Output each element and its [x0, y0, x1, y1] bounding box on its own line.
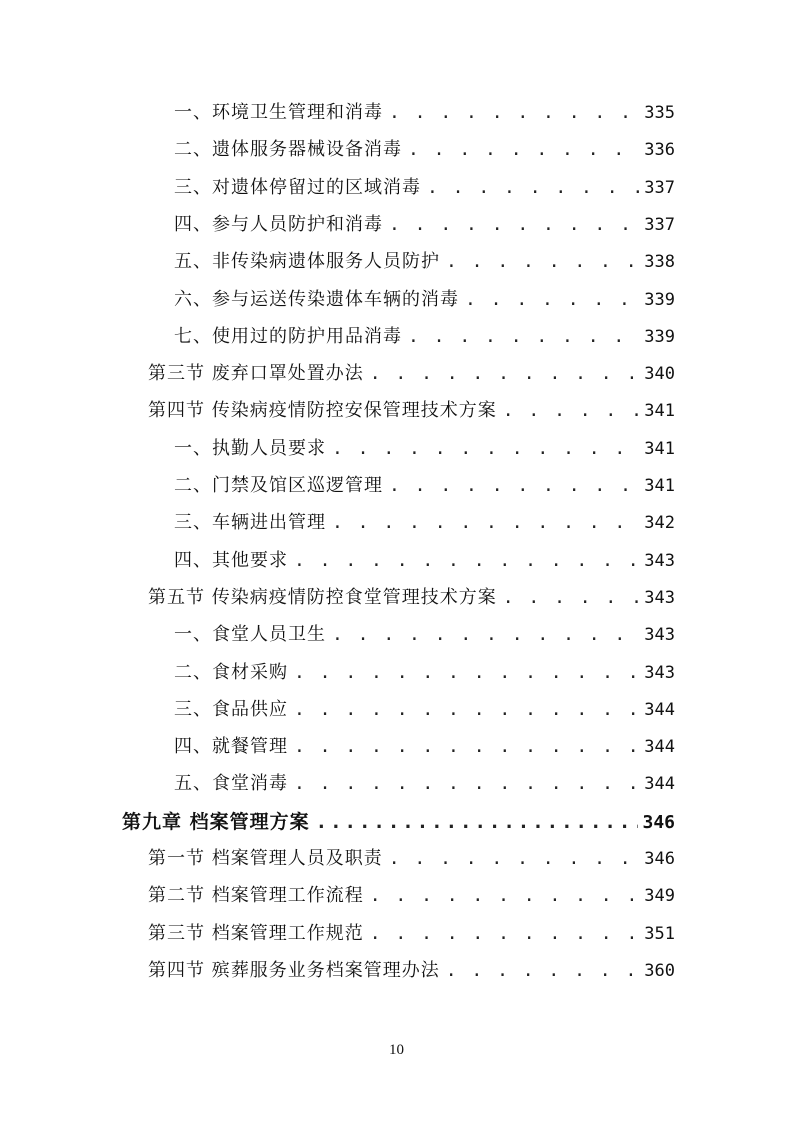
toc-section-entry [148, 958, 675, 984]
toc-section-entry [148, 846, 675, 872]
toc-entry-page-number: 360 [644, 961, 675, 981]
toc-subsection-entry [174, 697, 675, 723]
toc-entry-page-number: 341 [644, 401, 675, 421]
toc-entry-page-number: 344 [644, 737, 675, 757]
toc-entry-title: 二、遗体服务器械设备消毒 [174, 139, 402, 160]
toc-entry-page-number: 343 [644, 663, 675, 683]
toc-dot-leader [294, 660, 640, 686]
toc-entry-title: 第三节 档案管理工作规范 [148, 923, 364, 944]
toc-dot-leader [370, 361, 641, 387]
toc-entry-title: 三、食品供应 [174, 699, 288, 720]
toc-dot-leader [446, 249, 640, 275]
toc-section-entry [148, 585, 675, 611]
toc-entry-page-number: 335 [644, 103, 675, 123]
toc-entry-page-number: 341 [644, 476, 675, 496]
toc-dot-leader [503, 585, 641, 611]
toc-entry-title: 五、食堂消毒 [174, 773, 288, 794]
toc-entry-page-number: 337 [644, 215, 675, 235]
toc-entry-title: 第四节 殡葬服务业务档案管理办法 [148, 960, 440, 981]
toc-entry-page-number: 336 [644, 140, 675, 160]
toc-dot-leader [332, 436, 640, 462]
toc-dot-leader [389, 100, 640, 126]
toc-subsection-entry [174, 212, 675, 238]
toc-entry-title: 一、环境卫生管理和消毒 [174, 102, 383, 123]
toc-dot-leader [427, 175, 640, 201]
toc-subsection-entry [174, 324, 675, 350]
toc-subsection-entry [174, 660, 675, 686]
page-number: 10 [389, 1042, 404, 1058]
toc-subsection-entry [174, 473, 675, 499]
toc-entry-page-number: 343 [644, 551, 675, 571]
toc-dot-leader [446, 958, 641, 984]
toc-dot-leader [389, 212, 640, 238]
toc-entry-page-number: 342 [644, 513, 675, 533]
toc-entry-title: 第四节 传染病疫情防控安保管理技术方案 [148, 400, 497, 421]
toc-entry-page-number: 341 [644, 439, 675, 459]
toc-dot-leader [316, 809, 639, 835]
toc-entry-page-number: 338 [644, 252, 675, 272]
toc-entry-title: 第二节 档案管理工作流程 [148, 885, 364, 906]
toc-entry-title: 七、使用过的防护用品消毒 [174, 326, 402, 347]
toc-subsection-entry [174, 137, 675, 163]
toc-entry-page-number: 346 [644, 849, 675, 869]
toc-entry-page-number: 343 [644, 625, 675, 645]
toc-subsection-entry [174, 548, 675, 574]
toc-entry-title: 三、对遗体停留过的区域消毒 [174, 177, 421, 198]
toc-subsection-entry [174, 249, 675, 275]
toc-entry-page-number: 344 [644, 700, 675, 720]
toc-entry-title: 六、参与运送传染遗体车辆的消毒 [174, 289, 459, 310]
toc-subsection-entry [174, 771, 675, 797]
toc-section-entry [148, 883, 675, 909]
toc-dot-leader [294, 697, 640, 723]
toc-entry-title: 第五节 传染病疫情防控食堂管理技术方案 [148, 587, 497, 608]
toc-subsection-entry [174, 287, 675, 313]
toc-entry-title: 第九章 档案管理方案 [122, 811, 310, 833]
toc-dot-leader [503, 398, 641, 424]
toc-dot-leader [332, 510, 640, 536]
toc-subsection-entry [174, 622, 675, 648]
toc-subsection-entry [174, 510, 675, 536]
toc-entry-title: 四、就餐管理 [174, 736, 288, 757]
toc-entry-page-number: 337 [644, 178, 675, 198]
toc-entry-page-number: 339 [644, 290, 675, 310]
toc-subsection-entry [174, 175, 675, 201]
toc-subsection-entry [174, 100, 675, 126]
toc-dot-leader [389, 846, 641, 872]
toc-entry-title: 一、执勤人员要求 [174, 438, 326, 459]
toc-subsection-entry [174, 734, 675, 760]
toc-section-entry [148, 398, 675, 424]
toc-dot-leader [370, 921, 641, 947]
toc-dot-leader [370, 883, 641, 909]
toc-entry-title: 四、参与人员防护和消毒 [174, 214, 383, 235]
toc-dot-leader [408, 324, 640, 350]
toc-dot-leader [294, 771, 640, 797]
toc-dot-leader [465, 287, 640, 313]
toc-entry-page-number: 351 [644, 924, 675, 944]
toc-section-entry [148, 361, 675, 387]
toc-dot-leader [294, 734, 640, 760]
toc-dot-leader [332, 622, 640, 648]
toc-entry-title: 一、食堂人员卫生 [174, 624, 326, 645]
toc-entry-page-number: 339 [644, 327, 675, 347]
toc-entry-title: 第一节 档案管理人员及职责 [148, 848, 383, 869]
toc-entry-title: 四、其他要求 [174, 550, 288, 571]
toc-entry-page-number: 343 [644, 588, 675, 608]
toc-entry-page-number: 340 [644, 364, 675, 384]
toc-entry-title: 二、门禁及馆区巡逻管理 [174, 475, 383, 496]
toc-entry-page-number: 344 [644, 774, 675, 794]
toc-dot-leader [389, 473, 640, 499]
toc-chapter-entry [122, 809, 675, 836]
toc-dot-leader [294, 548, 640, 574]
toc-section-entry [148, 921, 675, 947]
toc-dot-leader [408, 137, 640, 163]
toc-entry-title: 第三节 废弃口罩处置办法 [148, 363, 364, 384]
toc-entry-page-number: 349 [644, 886, 675, 906]
toc-entry-page-number: 346 [642, 812, 675, 833]
toc-entry-title: 五、非传染病遗体服务人员防护 [174, 251, 440, 272]
toc-entry-title: 三、车辆进出管理 [174, 512, 326, 533]
toc-subsection-entry [174, 436, 675, 462]
toc-entry-title: 二、食材采购 [174, 662, 288, 683]
